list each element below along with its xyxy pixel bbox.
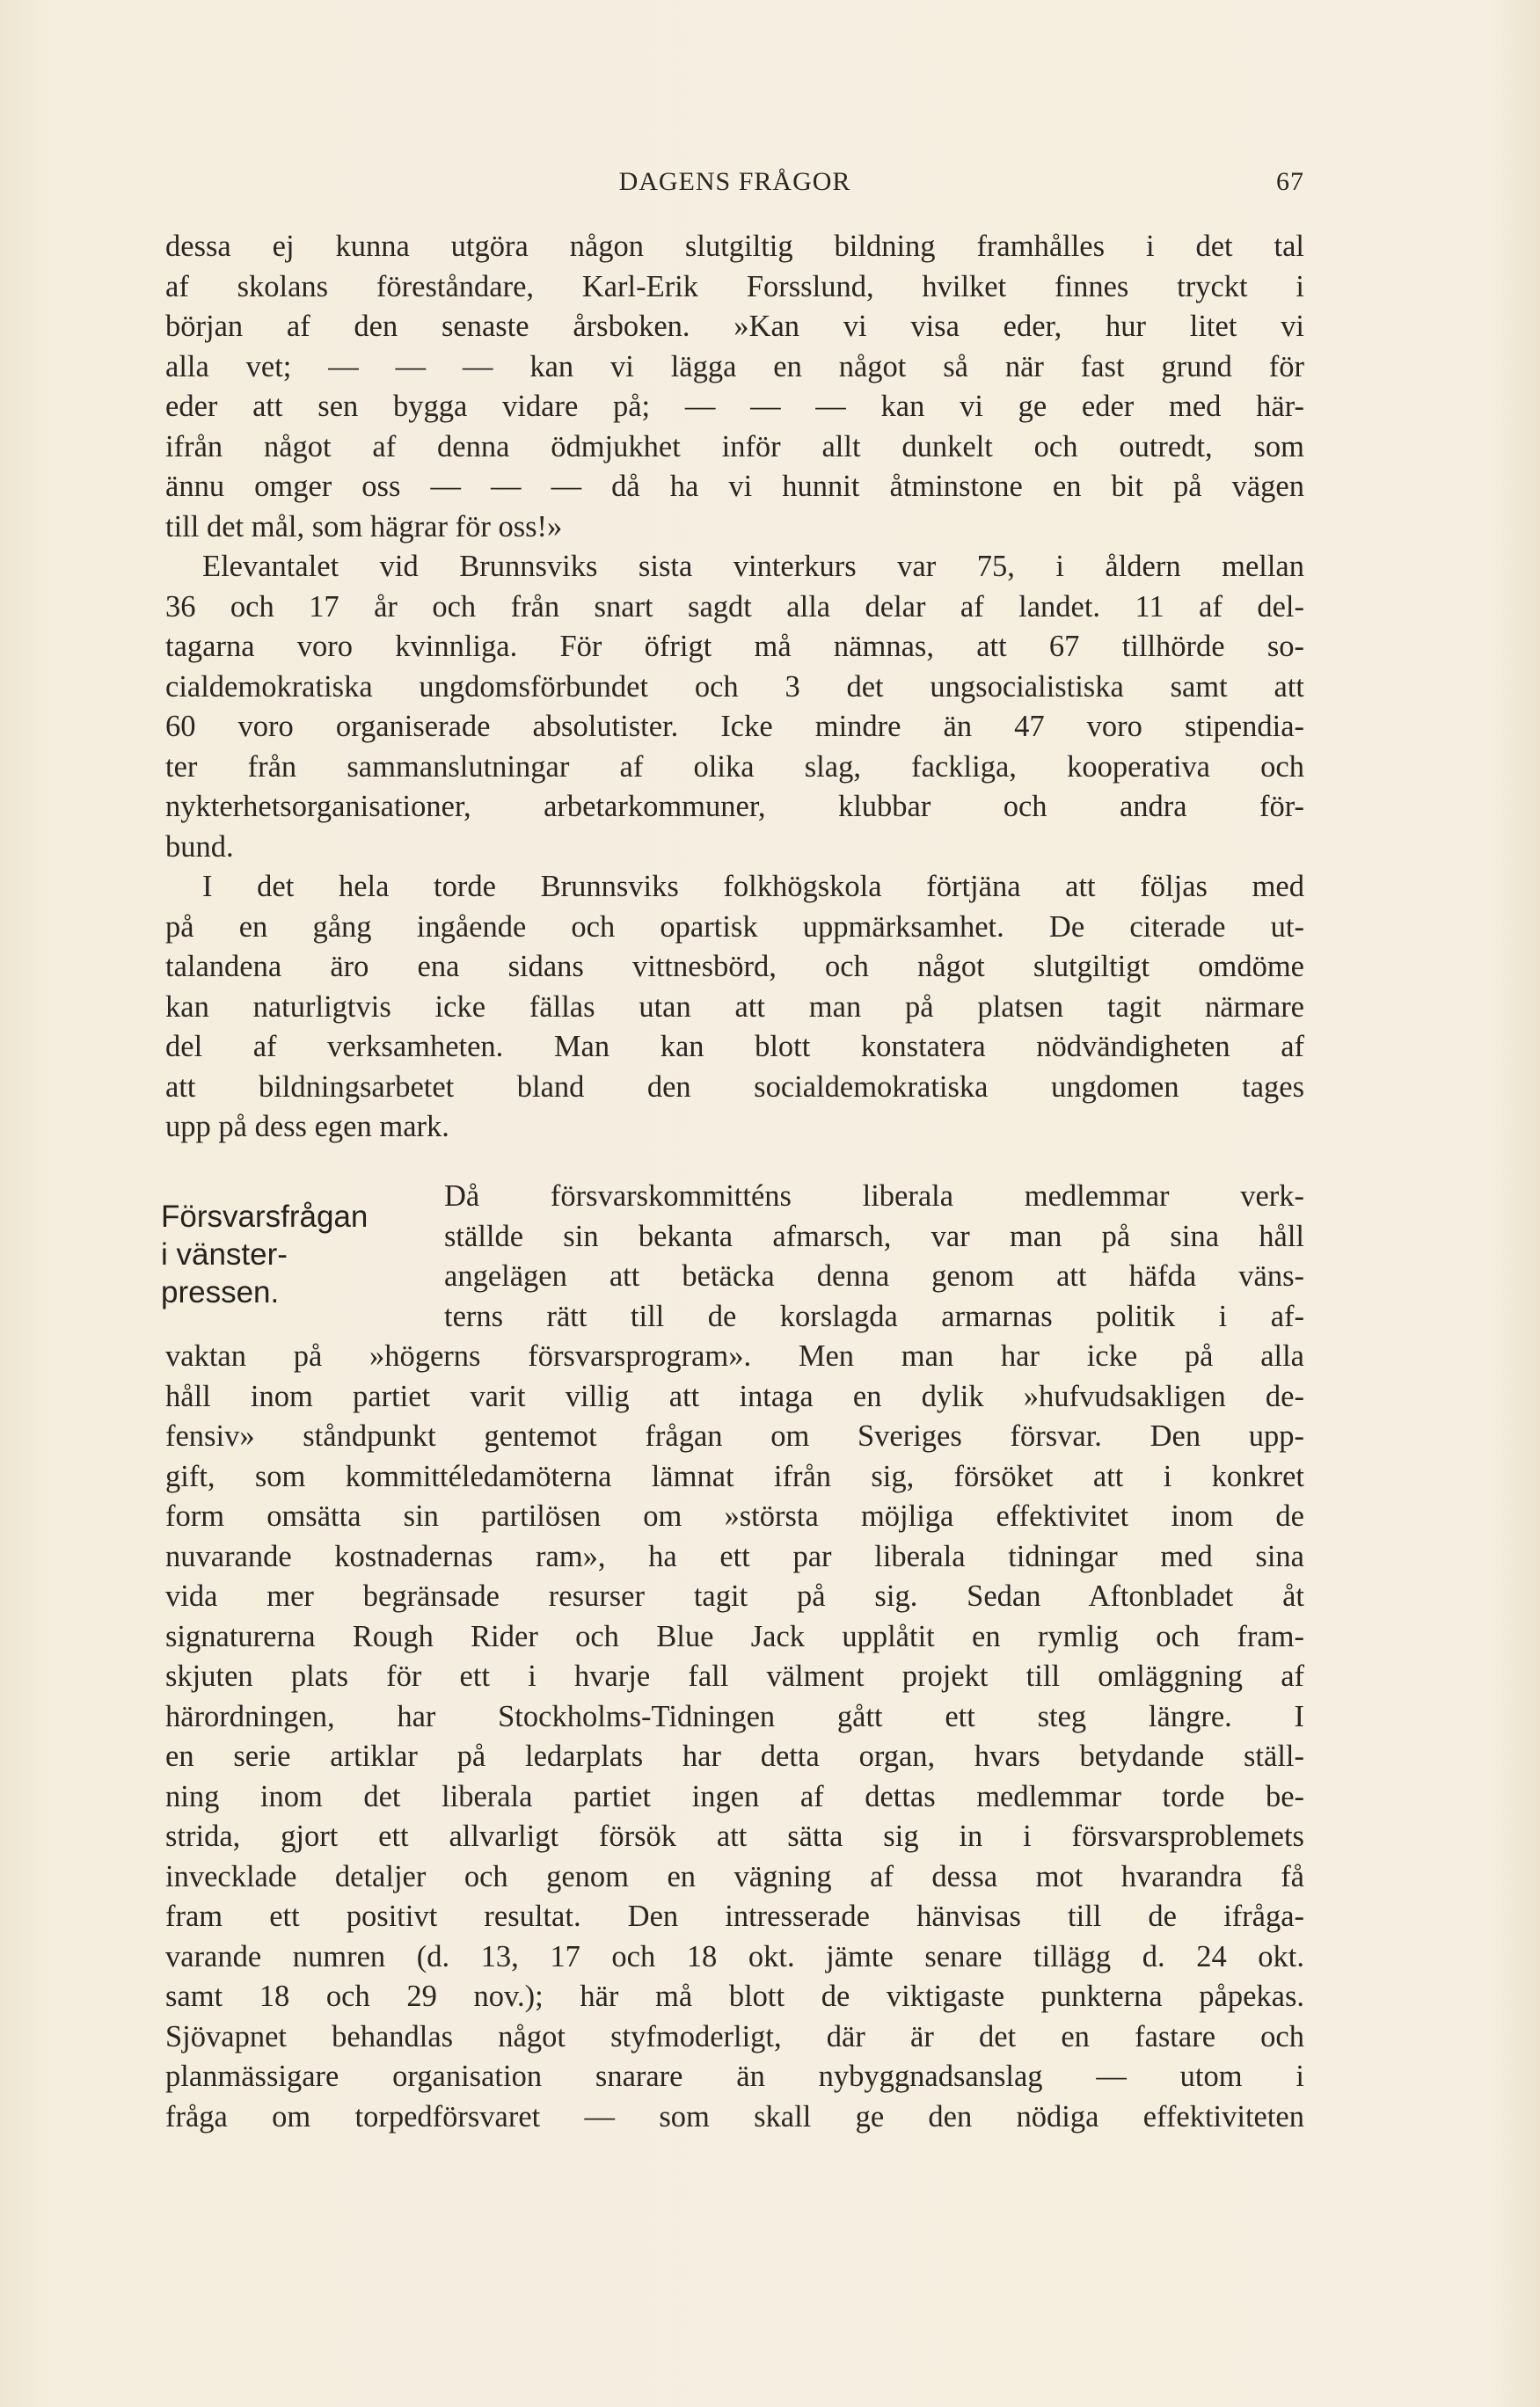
text-line: ter från sammanslutningar af olika slag, fackliga, kooperativa och <box>165 749 1304 784</box>
side-heading-line: i vänster- <box>161 1237 288 1272</box>
text-line: Då försvarskommitténs liberala medlemmar verk- <box>444 1179 1304 1213</box>
text-line: signaturerna Rough Rider och Blue Jack upplåtit en rymlig och fram- <box>165 1619 1304 1653</box>
text-line: invecklade detaljer och genom en vägning af dessa mot hvarandra få <box>165 1859 1304 1893</box>
text-line: upp på dess egen mark. <box>165 1110 449 1143</box>
text-line: Sjövapnet behandlas något styfmoderligt, där är det en fastare och <box>165 2019 1304 2053</box>
text-line: en serie artiklar på ledarplats har detta organ, hvars betydande ställ- <box>165 1740 1304 1773</box>
text-line: till det mål, som hägrar för oss!» <box>165 509 563 543</box>
text-line: kan naturligtvis icke fällas utan att man på platsen tagit närmare <box>165 989 1304 1024</box>
text-line: cialdemokratiska ungdomsförbundet och 3 det ungsocialistiska samt att <box>165 669 1304 704</box>
text-line: varande numren (d. 13, 17 och 18 okt. jämte senare tillägg d. 24 okt. <box>165 1939 1304 1973</box>
text-line: håll inom partiet varit villig att intaga en dylik »hufvudsakligen de- <box>165 1379 1304 1413</box>
text-line: dessa ej kunna utgöra någon slutgiltig bildning framhålles i det tal <box>165 230 1304 263</box>
text-line: del af verksamheten. Man kan blott konstatera nödvändigheten af <box>165 1030 1304 1063</box>
text-line: alla vet; — — — kan vi lägga en något så när fast grund för <box>165 349 1304 383</box>
text-line: fram ett positivt resultat. Den intresserade hänvisas till de ifråga- <box>165 1900 1304 1933</box>
text-line: tagarna voro kvinnliga. För öfrigt må nämnas, att 67 tillhörde so- <box>165 630 1304 663</box>
text-line: bund. <box>165 829 234 864</box>
text-line: skjuten plats för ett i hvarje fall välment projekt till omläggning af <box>165 1659 1304 1693</box>
text-line: angelägen att betäcka denna genom att häfda väns- <box>444 1259 1304 1293</box>
paragraph-continuation <box>165 227 1304 1148</box>
side-heading-line: pressen. <box>161 1275 280 1309</box>
text-line: terns rätt till de korslagda armarnas politik i af- <box>444 1299 1304 1333</box>
text-line: ning inom det liberala partiet ingen af dettas medlemmar torde be- <box>165 1779 1304 1813</box>
text-line: samt 18 och 29 nov.); här må blott de viktigaste punkterna påpekas. <box>165 1980 1304 2013</box>
running-head <box>165 167 1304 202</box>
text-line: gift, som kommittéledamöterna lämnat ifrån sig, försöket att i konkret <box>165 1459 1304 1493</box>
text-line: början af den senaste årsboken. »Kan vi visa eder, hur litet vi <box>165 310 1304 343</box>
paragraph-forsvar <box>165 1337 1304 2137</box>
running-title: DAGENS FRÅGOR <box>618 167 851 196</box>
side-heading <box>161 1198 425 1311</box>
text-line: ställde sin bekanta afmarsch, var man på sina håll <box>444 1219 1304 1253</box>
text-line: strida, gjort ett allvarligt försök att sätta sig in i försvarsproblemets <box>165 1820 1304 1853</box>
text-line: eder att sen bygga vidare på; — — — kan vi ge eder med här- <box>165 390 1304 423</box>
text-line: att bildningsarbetet bland den socialdemokratiska ungdomen tages <box>165 1069 1304 1104</box>
text-line: planmässigare organisation snarare än nybyggnadsanslag — utom i <box>165 2060 1304 2093</box>
text-line: form omsätta sin partilösen om »största möjliga effektivitet inom de <box>165 1499 1304 1533</box>
text-line: nykterhetsorganisationer, arbetarkommuner, klubbar och andra för- <box>165 790 1304 823</box>
text-line: 60 voro organiserade absolutister. Icke mindre än 47 voro stipendia- <box>165 710 1304 743</box>
text-line: vida mer begränsade resurser tagit på sig. Sedan Aftonbladet åt <box>165 1579 1304 1613</box>
wrapped-paragraph-start <box>444 1177 1304 1337</box>
text-line: talandena äro ena sidans vittnesbörd, och något slutgiltigt omdöme <box>165 950 1304 983</box>
text-line: 36 och 17 år och från snart sagdt alla delar af landet. 11 af del- <box>165 589 1304 624</box>
text-line: ifrån något af denna ödmjukhet inför allt dunkelt och outredt, som <box>165 429 1304 463</box>
side-heading-line: Försvarsfrågan <box>161 1200 369 1234</box>
text-line: I det hela torde Brunnsviks folkhögskola förtjäna att följas med <box>202 870 1304 903</box>
text-line: nuvarande kostnadernas ram», ha ett par liberala tidningar med sina <box>165 1539 1304 1573</box>
text-line: ännu omger oss — — — då ha vi hunnit åtminstone en bit på vägen <box>165 470 1304 503</box>
page-number: 67 <box>1276 167 1304 196</box>
text-line: vaktan på »högerns försvarsprogram». Men man har icke på alla <box>165 1339 1304 1373</box>
text-line: fensiv» ståndpunkt gentemot frågan om Sveriges försvar. Den upp- <box>165 1419 1304 1453</box>
text-line: härordningen, har Stockholms-Tidningen gått ett steg längre. I <box>165 1699 1304 1733</box>
text-line: på en gång ingående och opartisk uppmärksamhet. De citerade ut- <box>165 909 1304 944</box>
text-line: fråga om torpedförsvaret — som skall ge den nödiga effektiviteten <box>165 2099 1304 2133</box>
text-line: Elevantalet vid Brunnsviks sista vinterkurs var 75, i åldern mellan <box>202 550 1304 583</box>
text-line: af skolans föreståndare, Karl-Erik Forsslund, hvilket finnes tryckt i <box>165 269 1304 303</box>
